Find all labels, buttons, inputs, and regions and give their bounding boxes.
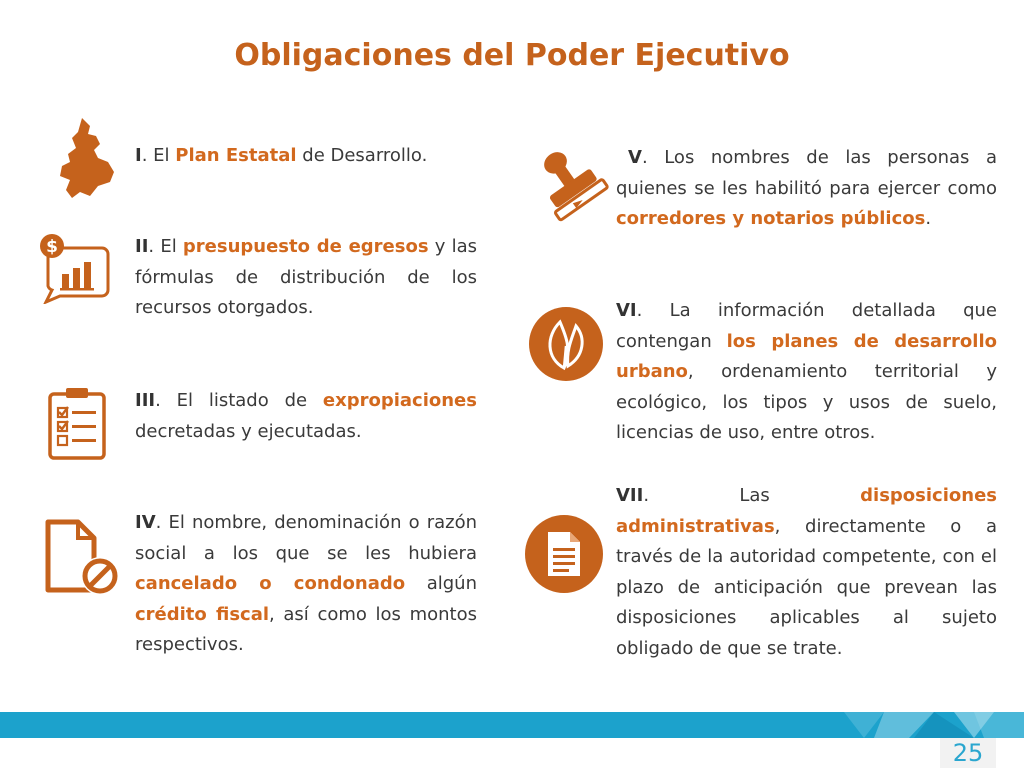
budget-chart-bubble-icon [38, 232, 110, 304]
item-ii: II. El presupuesto de egresos y las fórmulas de distribución de los recursos otorgados. [135, 236, 477, 318]
rubber-stamp-icon [528, 144, 614, 226]
item-vii: VII. Las disposiciones administrativas, directamente o a través de la autoridad competente, con el plazo de anticipación que prevean las disposiciones aplicables al sujeto obligado de que se trate. [616, 485, 997, 659]
footer-geometric-decoration [824, 712, 1024, 738]
item-iii: III. El listado de expropiaciones decretadas y ejecutadas. [135, 390, 477, 442]
canceled-document-icon [40, 518, 122, 598]
svg-text:$: $ [46, 237, 58, 257]
item-vi: VI. La información detallada que contengan los planes de desarrollo urbano, ordenamiento territorial y ecológico, los tipos y usos de suelo, licencias de uso, entre otros. [616, 300, 997, 443]
puebla-map-icon [52, 116, 118, 200]
item-v: V. Los nombres de las personas a quienes se les habilitó para ejercer como corredores y notarios públicos. [616, 147, 997, 229]
page-title: Obligaciones del Poder Ejecutivo [234, 38, 790, 73]
item-i: I. El Plan Estatal de Desarrollo. [135, 145, 428, 166]
item-iv: IV. El nombre, denominación o razón social a los que se les hubiera cancelado o condonado algún crédito fiscal, así como los montos respectivos. [135, 512, 478, 655]
leaf-circle-icon [528, 306, 604, 382]
checklist-clipboard-icon [46, 386, 108, 462]
document-circle-icon [524, 514, 604, 594]
page-number: 25 [940, 738, 996, 768]
